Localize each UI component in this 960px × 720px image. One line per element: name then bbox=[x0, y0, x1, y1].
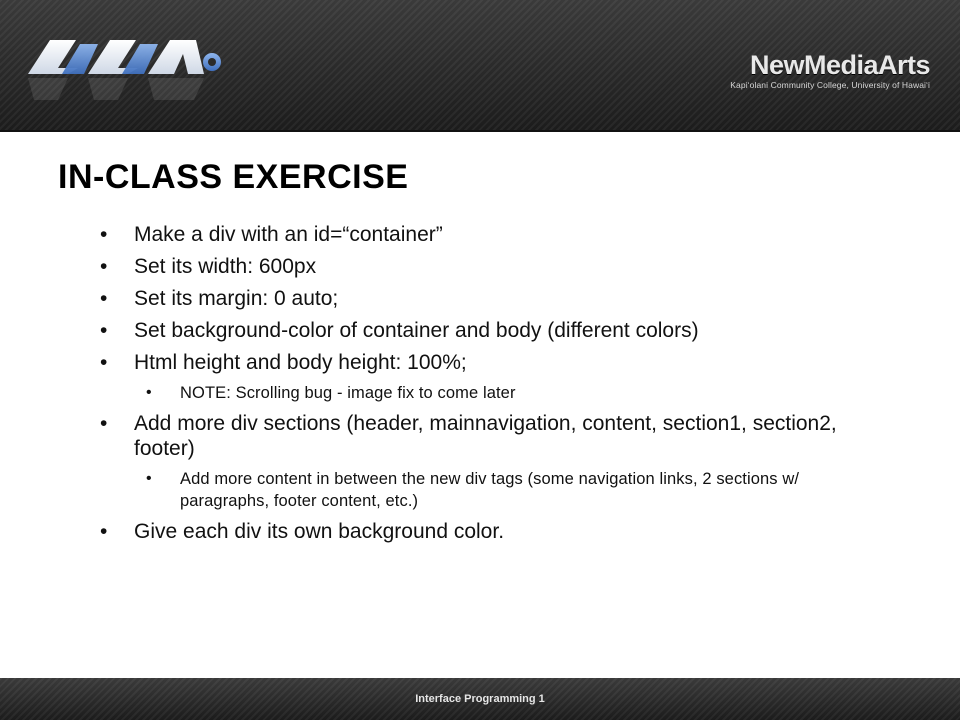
bullet-icon: • bbox=[146, 384, 152, 401]
bullet-icon: • bbox=[100, 223, 108, 246]
bullet-text: NOTE: Scrolling bug - image fix to come later bbox=[180, 384, 516, 402]
nma-logo-icon bbox=[28, 34, 238, 104]
bullet-text: Set its margin: 0 auto; bbox=[134, 287, 339, 310]
brand-subtitle: Kapi‘olani Community College, University of Hawai‘i bbox=[730, 80, 930, 90]
bullet-item bbox=[100, 286, 880, 311]
header-banner bbox=[0, 0, 960, 132]
bullet-icon: • bbox=[100, 520, 108, 543]
bullet-icon: • bbox=[100, 351, 108, 374]
bullet-list bbox=[100, 222, 880, 551]
bullet-text: Set background-color of container and body (different colors) bbox=[134, 319, 699, 342]
bullet-icon: • bbox=[100, 319, 108, 342]
bullet-text: Make a div with an id=“container” bbox=[134, 223, 443, 246]
bullet-text: Set its width: 600px bbox=[134, 255, 317, 278]
bullet-text: Html height and body height: 100%; bbox=[134, 351, 467, 374]
bullet-icon: • bbox=[100, 412, 108, 435]
bullet-icon: • bbox=[146, 470, 152, 487]
bullet-text: Add more content in between the new div tags (some navigation links, 2 sections w/ paragraphs, footer content, etc.) bbox=[180, 470, 800, 510]
bullet-item bbox=[100, 350, 880, 375]
footer-text: Interface Programming 1 bbox=[415, 693, 545, 705]
sub-bullet-item bbox=[146, 468, 880, 512]
bullet-text: Add more div sections (header, mainnavigation, content, section1, section2, footer) bbox=[134, 412, 837, 460]
bullet-icon: • bbox=[100, 287, 108, 310]
bullet-item bbox=[100, 411, 880, 461]
bullet-item bbox=[100, 318, 880, 343]
bullet-icon: • bbox=[100, 255, 108, 278]
bullet-text: Give each div its own background color. bbox=[134, 520, 505, 543]
brand-block bbox=[730, 50, 930, 91]
sub-bullet-item bbox=[146, 382, 880, 404]
slide-title: IN-CLASS EXERCISE bbox=[58, 158, 409, 196]
brand-name: NewMediaArts bbox=[749, 50, 930, 80]
bullet-item bbox=[100, 519, 880, 544]
bullet-item bbox=[100, 222, 880, 247]
bullet-item bbox=[100, 254, 880, 279]
